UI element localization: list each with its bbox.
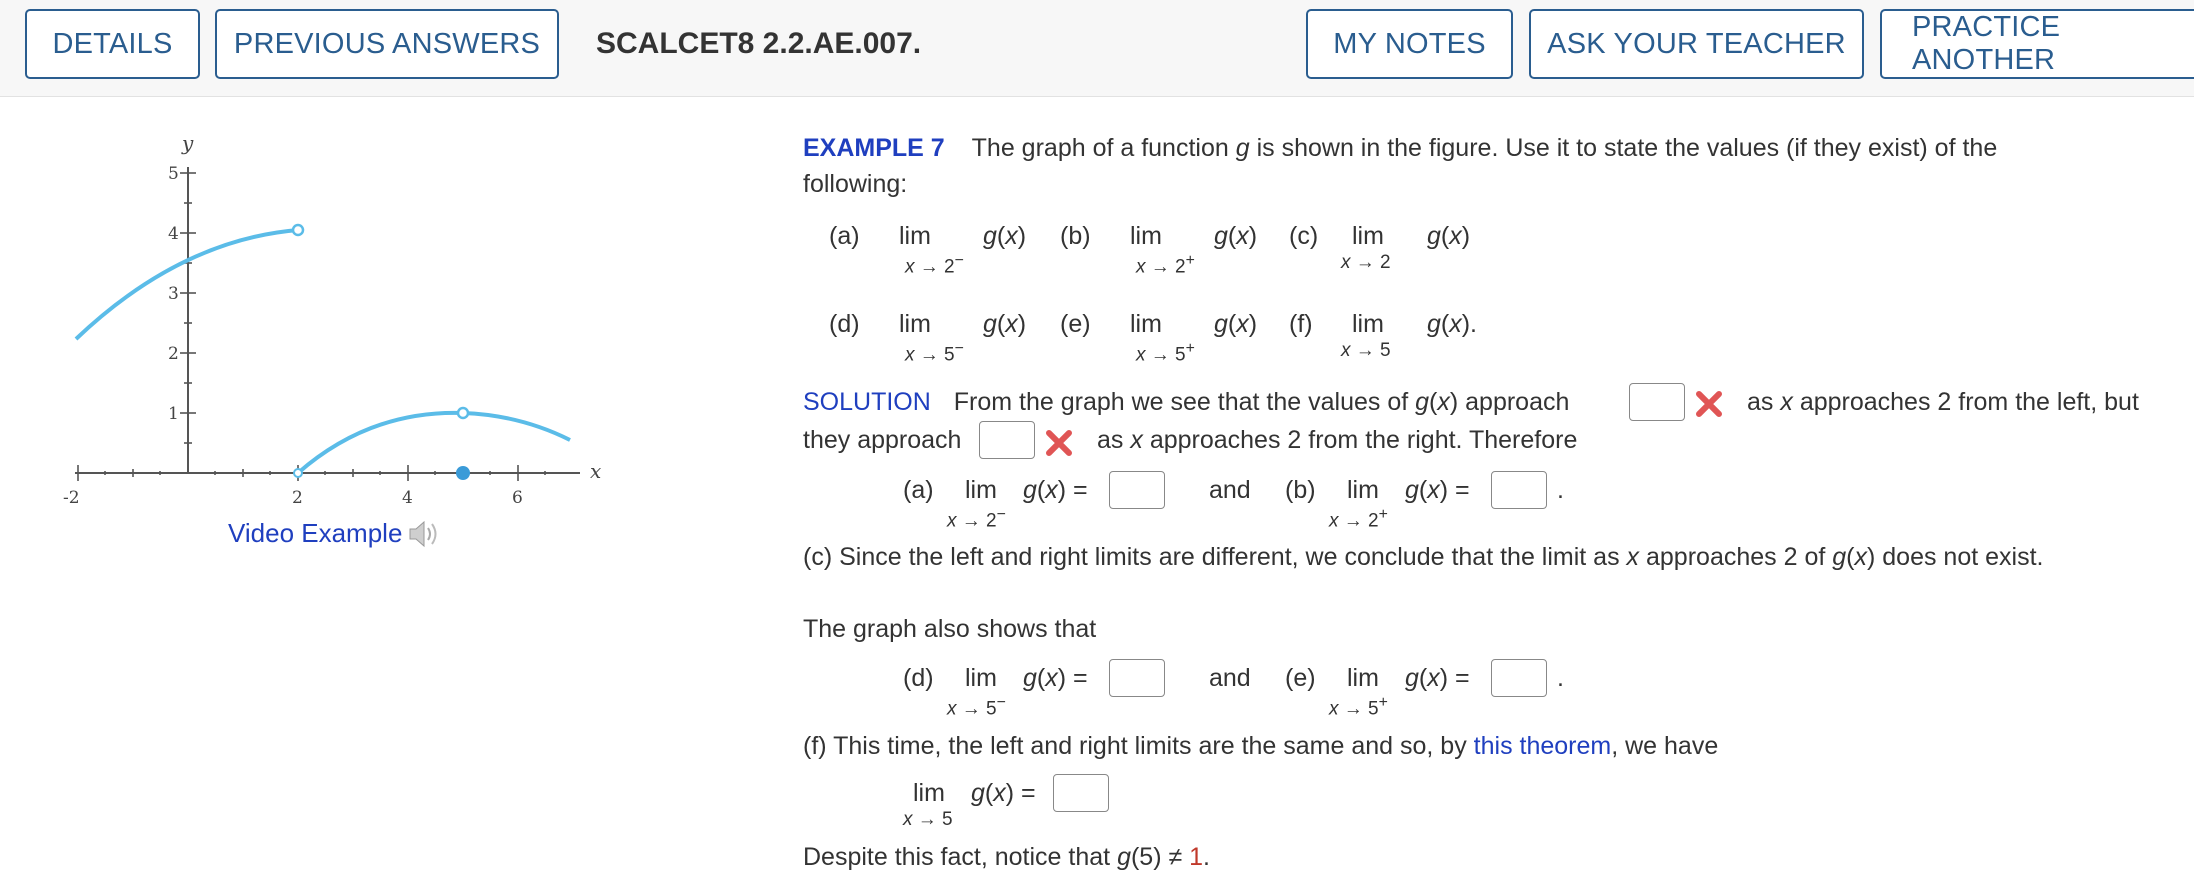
incorrect-x-icon <box>1044 428 1074 458</box>
solution-line-2: they approach <box>803 426 962 454</box>
part-c: (c) lim x → 2 g(x) <box>1289 222 1471 273</box>
answer-b-input[interactable] <box>1491 471 1547 509</box>
video-example-link[interactable] <box>228 518 442 549</box>
x-tick-label: -2 <box>63 488 80 505</box>
answer-row-ab: (a) lim x → 2− g(x) = <box>903 476 1088 532</box>
y-tick-label: 4 <box>168 224 179 244</box>
ask-teacher-button[interactable]: ASK YOUR TEACHER <box>1529 9 1864 79</box>
and-label: and <box>1209 664 1251 692</box>
period: . <box>1557 664 1564 692</box>
example-intro-cont: following: <box>803 170 908 198</box>
question-id: SCALCET8 2.2.AE.007. <box>596 27 922 60</box>
answer-d-input[interactable] <box>1109 659 1165 697</box>
practice-another-button[interactable]: PRACTICE ANOTHER <box>1880 9 2194 79</box>
y-tick-label: 1 <box>168 404 179 424</box>
open-dot-2-0 <box>294 469 302 477</box>
answer-a-input[interactable] <box>1109 471 1165 509</box>
example-intro: EXAMPLE 7 The graph of a function g is shown in the figure. Use it to state the values (if they exist) of the <box>803 134 1998 162</box>
answer-row-e: (e) lim x → 5+ g(x) = <box>1285 664 1470 720</box>
example-label: EXAMPLE 7 <box>803 134 945 162</box>
y-tick-label: 2 <box>168 344 179 364</box>
speaker-icon[interactable] <box>406 519 442 549</box>
answer-row-d: (d) lim x → 5− g(x) = <box>903 664 1088 720</box>
solution-line-1: SOLUTION From the graph we see that the values of g(x) approach <box>803 388 1570 416</box>
answer-left-limit-input[interactable] <box>1629 383 1685 421</box>
part-f: (f) lim x → 5 g(x). <box>1289 310 1478 361</box>
part-f-text: (f) This time, the left and right limits are the same and so, by this theorem, we have <box>803 732 1719 760</box>
part-b: (b) lim x → 2+ g(x) <box>1060 222 1258 278</box>
closed-dot-5-2 <box>456 466 470 480</box>
y-axis-label: y <box>182 131 194 155</box>
x-tick-label: 4 <box>402 488 413 505</box>
answer-e-input[interactable] <box>1491 659 1547 697</box>
open-dot-2-4 <box>293 225 303 235</box>
x-axis-label: x <box>590 459 602 483</box>
solution-line-2-end: as x approaches 2 from the right. Therefore <box>1097 426 1578 454</box>
graph-also-shows: The graph also shows that <box>803 615 1097 643</box>
part-c-conclusion: (c) Since the left and right limits are different, we conclude that the limit as x approaches 2 of g(x) does not exist. <box>803 543 2044 571</box>
answer-f-input[interactable] <box>1053 774 1109 812</box>
toolbar <box>0 0 2194 97</box>
x-tick-label: 6 <box>512 488 523 505</box>
solution-label: SOLUTION <box>803 388 931 416</box>
function-graph <box>60 125 620 505</box>
part-e: (e) lim x → 5+ g(x) <box>1060 310 1258 366</box>
theorem-link[interactable]: this theorem <box>1473 732 1612 760</box>
despite-note: Despite this fact, notice that g(5) ≠ 1. <box>803 843 1210 871</box>
incorrect-x-icon <box>1694 389 1724 419</box>
x-tick-label: 2 <box>292 488 303 505</box>
answer-right-limit-input[interactable] <box>979 421 1035 459</box>
curve-right-branch <box>298 413 570 473</box>
answer-row-b: (b) lim x → 2+ g(x) = <box>1285 476 1470 532</box>
details-button[interactable]: DETAILS <box>25 9 200 79</box>
part-d: (d) lim x → 5− g(x) <box>829 310 1027 366</box>
y-tick-label: 3 <box>168 284 179 304</box>
y-tick-label: 5 <box>168 164 179 184</box>
and-label: and <box>1209 476 1251 504</box>
video-example-label[interactable]: Video Example <box>228 518 403 548</box>
part-a: (a) lim x → 2− g(x) <box>829 222 1027 278</box>
previous-answers-button[interactable]: PREVIOUS ANSWERS <box>215 9 559 79</box>
my-notes-button[interactable]: MY NOTES <box>1306 9 1513 79</box>
solution-line-1-end: as x approaches 2 from the left, but <box>1747 388 2139 416</box>
open-dot-5-1 <box>458 408 468 418</box>
period: . <box>1557 476 1564 504</box>
